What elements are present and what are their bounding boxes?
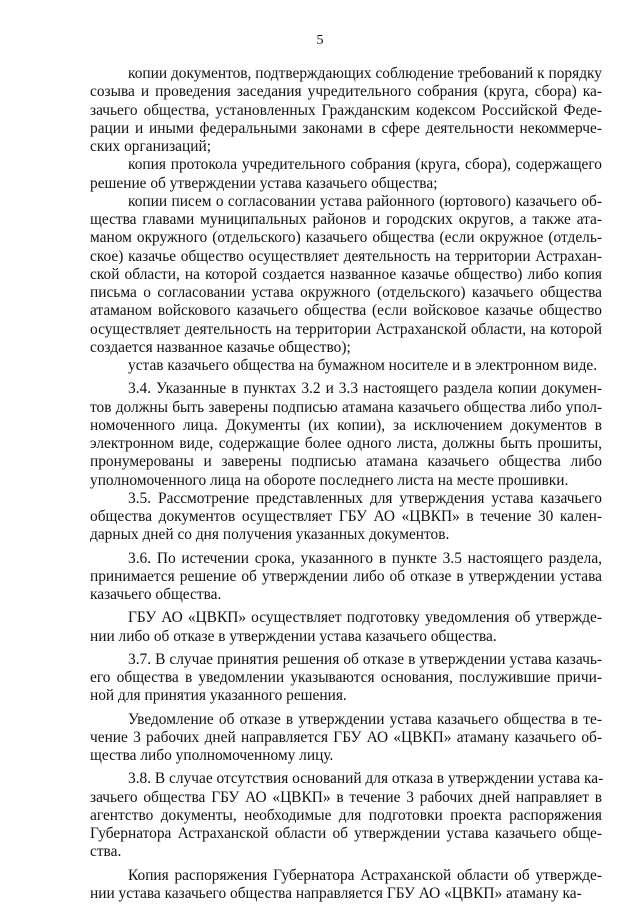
text-line: 3.5. Рассмотрение представленных для утверждения устава казачьего <box>128 489 602 507</box>
text-line: создается названное казачье общество); <box>90 338 351 356</box>
text-line: ГБУ АО «ЦВКП» осуществляет подготовку уведомления об утвержде- <box>128 609 602 627</box>
text-line: копия протокола учредительного собрания (круга, сбора), содержащего <box>128 156 602 174</box>
paragraph <box>90 65 602 156</box>
text-line: 3.8. В случае отсутствия оснований для отказа в утверждении устава ка- <box>128 770 604 788</box>
text-line: маном окружного (отдельского) казачьего общества (если окружное (отдель- <box>90 229 602 247</box>
text-line: нии либо об отказе в утверждении устава казачьего общества. <box>90 627 497 645</box>
text-line: письма о согласовании устава окружного (отдельского) казачьего общества <box>90 284 602 301</box>
document-body <box>90 65 602 903</box>
text-line: рации и иными федеральными законами в сфере деятельности некоммерче- <box>90 119 602 137</box>
paragraph <box>90 490 602 545</box>
paragraph <box>90 609 602 646</box>
text-line: осуществляет деятельность на территории Астраханской области, на которой <box>90 320 602 338</box>
text-line: ской области, на которой создается названное казачье общество) либо копия <box>90 265 602 283</box>
paragraph <box>90 156 602 193</box>
text-line: пронумерованы и заверены подписью атамана казачьего общества либо <box>90 453 602 471</box>
text-line: копии писем о согласовании устава районного (юртового) казачьего об- <box>128 192 602 210</box>
text-line: уполномоченного лица на обороте последнего листа на месте прошивки. <box>90 471 569 489</box>
page-number: 5 <box>316 33 324 48</box>
paragraph <box>90 357 602 375</box>
text-line: зачьего общества, установленных Гражданским кодексом Российской Феде- <box>90 101 602 119</box>
paragraph <box>90 770 602 861</box>
paragraph <box>90 711 602 766</box>
text-line: казачьего общества. <box>90 586 222 603</box>
text-line: электронном виде, содержащие более одного листа, должны быть прошиты, <box>90 435 602 452</box>
text-line: дарных дней со дня получения указанных документов. <box>90 526 450 544</box>
text-line: Губернатора Астраханской области об утверждении устава казачьего обще- <box>90 825 602 842</box>
text-line: атаманом войскового казачьего общества (если войсковое казачье общество <box>90 302 602 320</box>
text-line: ских организаций; <box>90 138 211 155</box>
text-line: щества либо уполномоченному лицу. <box>90 747 334 764</box>
text-line: принимается решение об утверждении либо об отказе в утверждении устава <box>90 567 602 585</box>
text-line: чение 3 рабочих дней направляется ГБУ АО «ЦВКП» атаману казачьего об- <box>90 728 602 746</box>
paragraph <box>90 550 602 605</box>
text-line: устав казачьего общества на бумажном носителе и в электронном виде. <box>128 357 598 374</box>
text-line: ское) казачье общество осуществляет деятельность на территории Астрахан- <box>90 247 602 265</box>
paragraph <box>90 867 602 904</box>
text-line: копии документов, подтверждающих соблюдение требований к порядку <box>128 65 602 82</box>
text-line: номоченного лица. Документы (их копии), за исключением документов в <box>90 416 602 434</box>
text-line: тов должны быть заверены подписью атамана казачьего общества либо упол- <box>90 398 602 416</box>
text-line: ной для принятия указанного решения. <box>90 687 347 705</box>
text-line: нии устава казачьего общества направляется ГБУ АО «ЦВКП» атаману ка- <box>90 884 582 902</box>
text-line: Уведомление об отказе в утверждении устава казачьего общества в те- <box>128 710 602 728</box>
text-line: 3.6. По истечении срока, указанного в пункте 3.5 настоящего раздела, <box>128 549 602 567</box>
text-line: 3.7. В случае принятия решения об отказе в утверждении устава казачь- <box>128 650 602 668</box>
text-line: агентство документы, необходимые для подготовки проекта распоряжения <box>90 806 602 824</box>
paragraph <box>90 193 602 357</box>
text-line: созыва и проведения заседания учредительного собрания (круга, сбора) ка- <box>90 83 602 101</box>
text-line: Копия распоряжения Губернатора Астраханской области об утвержде- <box>128 866 602 884</box>
text-line: щества главами муниципальных районов и городских округов, а также ата- <box>90 211 602 228</box>
text-line: общества документов осуществляет ГБУ АО «ЦВКП» в течение 30 кален- <box>90 508 602 525</box>
text-line: 3.4. Указанные в пунктах 3.2 и 3.3 настоящего раздела копии докумен- <box>128 380 602 398</box>
text-line: ства. <box>90 843 122 861</box>
text-line: зачьего общества ГБУ АО «ЦВКП» в течение 3 рабочих дней направляет в <box>90 788 602 806</box>
text-line: его общества в уведомлении указываются основания, послужившие причи- <box>90 669 602 686</box>
text-line: решение об утверждении устава казачьего общества; <box>90 174 438 192</box>
paragraph <box>90 651 602 706</box>
paragraph <box>90 380 602 490</box>
